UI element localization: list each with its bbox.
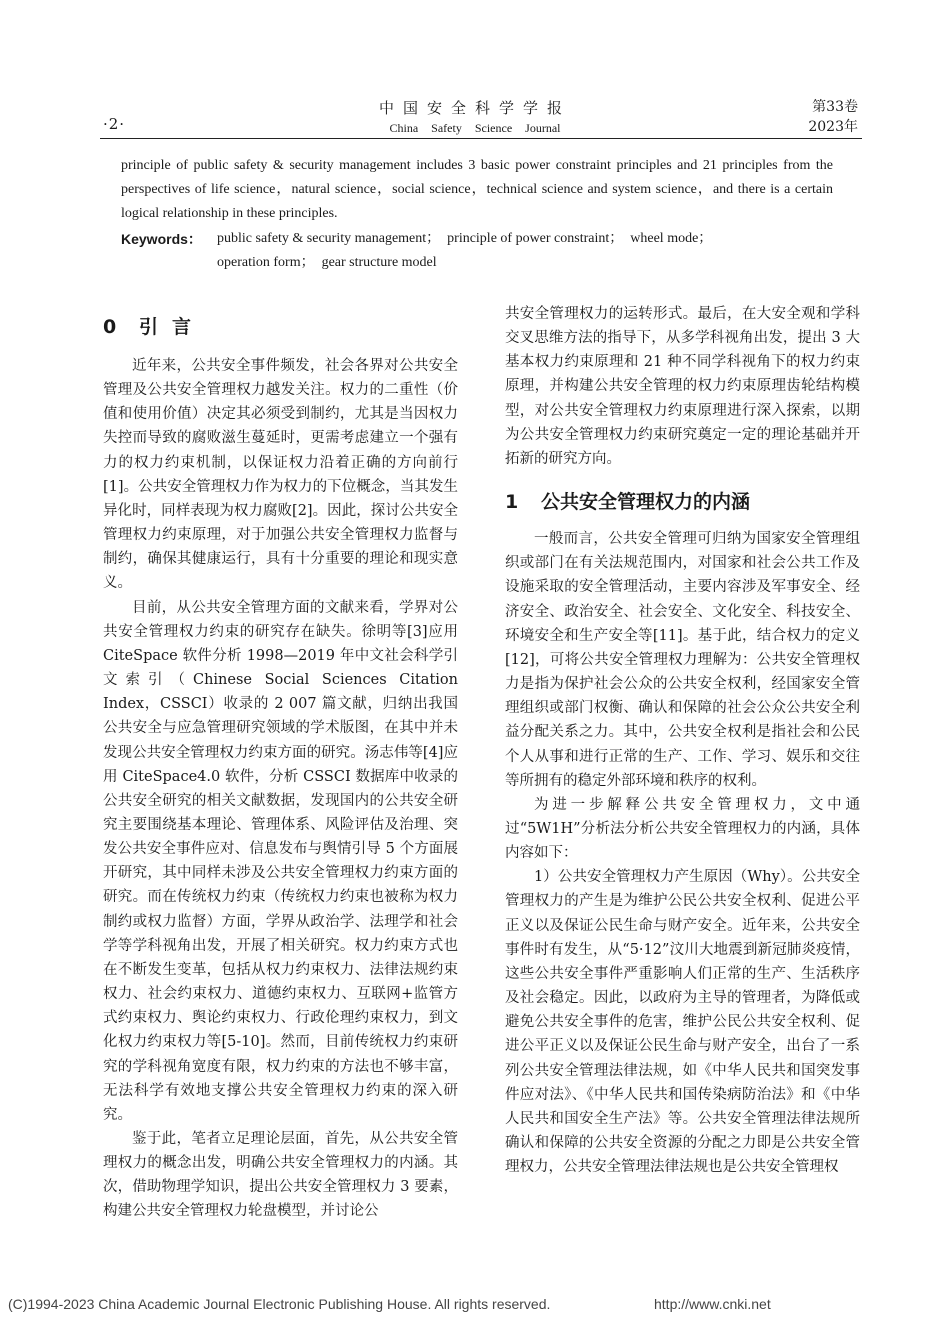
section-0-title: 引言 bbox=[139, 316, 206, 338]
section-1-paragraph-2: 为进一步解释公共安全管理权力，文中通过“5W1H”分析法分析公共安全管理权力的内涵，具体内容如下： bbox=[505, 796, 860, 862]
right-column bbox=[505, 302, 860, 1179]
volume-label: 第33卷 bbox=[812, 99, 858, 115]
keywords-line-2: operation form； gear structure model bbox=[217, 255, 437, 270]
keywords-label: Keywords： bbox=[121, 231, 202, 247]
section-0-number: 0 bbox=[103, 316, 131, 338]
journal-header bbox=[300, 97, 650, 137]
year-label: 2023年 bbox=[808, 119, 858, 135]
copyright-footer: (C)1994-2023 China Academic Journal Electronic Publishing House. All rights reserved. bbox=[8, 1296, 551, 1312]
header-rule bbox=[100, 138, 862, 139]
journal-title-en: China Safety Science Journal bbox=[389, 121, 561, 135]
section-1-paragraph-1: 一般而言，公共安全管理可归纳为国家安全管理组织或部门在有关法规范围内，对国家和社会公共工作及设施采取的安全管理活动，主要内容涉及军事安全、经济安全、政治安全、社会安全、文化安全、科技安全、环境安全和生产安全等[11]。基于此，结合权力的定义[12]，可将公共安全管理权力理解为：公共安全管理权力是指为保护社会公众的公共安全权利，经国家安全管理组织或部门权衡、确认和保障的社会公众公共安全利益分配关系之力。其中，公共安全权利是指社会和公民个人从事和进行正常的生产、工作、学习、娱乐和交往等所拥有的稳定外部环境和秩序的权利。 bbox=[505, 531, 860, 789]
section-1-paragraph-3: 1）公共安全管理权力产生原因（Why）。公共安全管理权力的产生是为维护公民公共安全权利、促进公平正义以及保证公民生命与财产安全。近年来，公共安全事件时有发生，从“5·12”汶川大地震到新冠肺炎疫情，这些公共安全事件严重影响人们正常的生产、生活秩序及社会稳定。因此，以政府为主导的管理者，为降低或避免公共安全事件的危害，维护公民公共安全权利、促进公平正义以及保证公民生命与财产安全，出台了一系列公共安全管理法律法规，如《中华人民共和国突发事件应对法》、《中华人民共和国传染病防治法》和《中华人民共和国安全生产法》等。公共安全管理法律法规所确认和保障的公共安全资源的分配之力即是公共安全管理权力，公共安全管理法律法规也是公共安全管理权 bbox=[505, 869, 860, 1176]
section-0-heading bbox=[103, 314, 458, 340]
cnki-url: http://www.cnki.net bbox=[654, 1296, 771, 1312]
left-column bbox=[103, 302, 458, 1224]
keywords-line-1: public safety & security management； principle of power constraint； wheel mode； bbox=[217, 231, 713, 246]
intro-paragraph-3: 鉴于此，笔者立足理论层面，首先，从公共安全管理权力的概念出发，明确公共安全管理权力的内涵。其次，借助物理学知识，提出公共安全管理权力 3 要素，构建公共安全管理权力轮盘模型，并讨论公 bbox=[103, 1131, 458, 1220]
section-1-number: 1 bbox=[505, 491, 519, 514]
section-1-heading bbox=[505, 489, 860, 515]
volume-info bbox=[808, 97, 858, 137]
page-number: ·2· bbox=[103, 115, 126, 133]
intro-paragraph-2: 目前，从公共安全管理方面的文献来看，学界对公共安全管理权力约束的研究存在缺失。徐明等[3]应用 CiteSpace 软件分析 1998—2019 年中文社会科学引文索引（Chinese Social Sciences Citation Index，CSSCI）收录的 2 007 篇文献，归纳出我国公共安全与应急管理研究领域的学术版图，在其中并未发现公共安全管理权力约束方面的研究。汤志伟等[4]应用 CiteSpace4.0 软件，分析 CSSCI 数据库中收录的公共安全研究的相关文献数据，发现国内的公共安全研究主要围绕基本理论、管理体系、风险评估及治理、突发公共安全事件应对、信息发布与舆情引导 5 个方面展开研究，其中同样未涉及公共安全管理权力约束方面的研究。而在传统权力约束（传统权力约束也被称为权力制约或权力监督）方面，学界从政治学、法理学和社会学等学科视角出发，开展了相关研究。权力约束方式也在不断发生变革，包括从权力约束权力、法律法规约束权力、社会约束权力、道德约束权力、互联网+监管方式约束权力、舆论约束权力、行政伦理约束权力，到文化权力约束权力等[5-10]。然而，目前传统权力约束研究的学科视角宽度有限，权力约束的方法也不够丰富，无法科学有效地支撑公共安全管理权力约束的深入研究。 bbox=[103, 599, 458, 1123]
intro-paragraph-1: 近年来，公共安全事件频发，社会各界对公共安全管理及公共安全管理权力越发关注。权力的二重性（价值和使用价值）决定其必须受到制约，尤其是当因权力失控而导致的腐败滋生蔓延时，更需考虑建立一个强有力的权力约束机制，以保证权力沿着正确的方向前行[1]。公共安全管理权力作为权力的下位概念，当其发生异化时，同样表现为权力腐败[2]。因此，探讨公共安全管理权力约束原理，对于加强公共安全管理权力监督与制约，确保其健康运行，具有十分重要的理论和现实意义。 bbox=[103, 358, 458, 592]
intro-paragraph-3-cont: 共安全管理权力的运转形式。最后，在大安全观和学科交叉思维方法的指导下，从多学科视角出发，提出 3 大基本权力约束原理和 21 种不同学科视角下的权力约束原理，并构建公共安全管理的权力约束原理齿轮结构模型，对公共安全管理权力约束原理进行深入探索，以期为公共安全管理权力约束研究奠定一定的理论基础并开拓新的研究方向。 bbox=[505, 306, 860, 467]
keywords-block bbox=[121, 227, 833, 275]
journal-title-cn: 中国安全科学学报 bbox=[378, 99, 571, 117]
abstract-en-tail: principle of public safety & security management includes 3 basic power constraint principles and 21 principles from the perspectives of life science，natural science，social science，technical science and system science，and there is a certain logical relationship in these principles. bbox=[121, 158, 833, 221]
section-1-title: 公共安全管理权力的内涵 bbox=[541, 491, 751, 514]
